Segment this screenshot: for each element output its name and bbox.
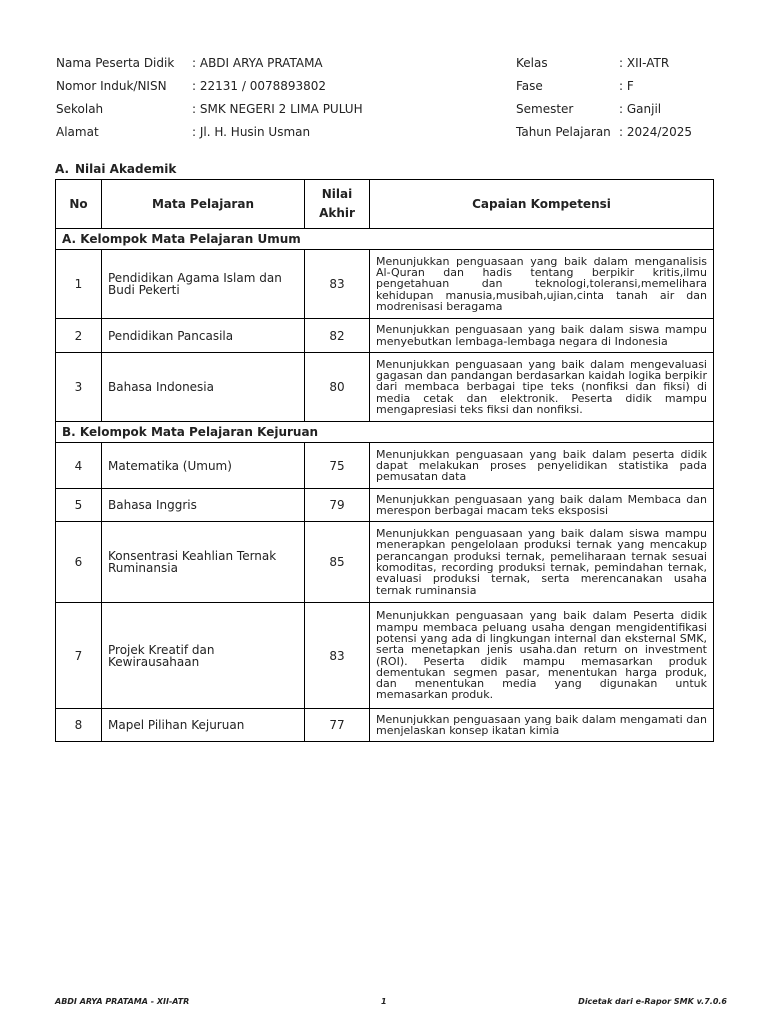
- school-value: : SMK NEGERI 2 LIMA PULUH: [192, 102, 363, 116]
- row-competence: Menunjukkan penguasaan yang baik dalam mengamati dan menjelaskan konsep ikatan kimia: [370, 709, 714, 742]
- table-header-row: [56, 180, 714, 229]
- info-row: [56, 76, 716, 99]
- row-score: 79: [305, 489, 370, 522]
- group-title: B. Kelompok Mata Pelajaran Kejuruan: [56, 422, 714, 443]
- semester-label: Semester: [516, 102, 574, 116]
- row-competence: Menunjukkan penguasaan yang baik dalam Membaca dan merespon berbagai macam teks eksposisi: [370, 489, 714, 522]
- row-score: 82: [305, 319, 370, 353]
- row-competence: Menunjukkan penguasaan yang baik dalam siswa mampu menerapkan pengelolaan produksi ternak yang mencakup perancangan produksi ternak, pemeliharaan ternak sesuai komoditas, recording produksi ternak, pemindahan ternak, evaluasi produksi ternak, serta merencanakan usaha ternak ruminansia: [370, 522, 714, 603]
- header-score-line1: Nilai: [321, 187, 353, 201]
- semester-value: : Ganjil: [619, 102, 662, 116]
- row-subject: Konsentrasi Keahlian Ternak Ruminansia: [102, 522, 305, 603]
- section-letter: A.: [55, 162, 70, 176]
- row-score: 85: [305, 522, 370, 603]
- row-no: 1: [56, 250, 102, 319]
- row-score: 77: [305, 709, 370, 742]
- nisn-label: Nomor Induk/NISN: [56, 79, 167, 93]
- footer-student: ABDI ARYA PRATAMA - XII-ATR: [55, 997, 190, 1006]
- row-score: 80: [305, 353, 370, 422]
- row-no: 8: [56, 709, 102, 742]
- row-no: 5: [56, 489, 102, 522]
- row-score: 83: [305, 250, 370, 319]
- table-row: [56, 489, 714, 522]
- row-no: 3: [56, 353, 102, 422]
- header-score: [305, 180, 370, 229]
- group-title: A. Kelompok Mata Pelajaran Umum: [56, 229, 714, 250]
- row-score: 75: [305, 443, 370, 489]
- row-no: 4: [56, 443, 102, 489]
- row-competence: Menunjukkan penguasaan yang baik dalam Peserta didik mampu membaca peluang usaha dengan mengidentifikasi potensi yang ada di lingkungan internal dan eksternal SMK, serta menetapkan jenis usaha.dan return on investment (ROI). Peserta didik mampu memasarkan produk dementukan segmen pasar, menentukan harga produk, dan menentukan media yang digunakan untuk memasarkan produk.: [370, 603, 714, 709]
- table-row: [56, 443, 714, 489]
- address-value: : Jl. H. Husin Usman: [192, 125, 311, 139]
- table-row: [56, 353, 714, 422]
- academic-year-value: : 2024/2025: [619, 125, 692, 139]
- row-subject: Pendidikan Pancasila: [102, 319, 305, 353]
- row-subject: Mapel Pilihan Kejuruan: [102, 709, 305, 742]
- header-subject: Mata Pelajaran: [102, 180, 305, 229]
- row-no: 7: [56, 603, 102, 709]
- group-row: [56, 422, 714, 443]
- row-competence: Menunjukkan penguasaan yang baik dalam menganalisis Al-Quran dan hadis tentang berpikir kritis,ilmu pengetahuan dan teknologi,toleransi,memelihara kehidupan manusia,musibah,ujian,cinta tanah air dan modrenisasi beragama: [370, 250, 714, 319]
- row-score: 83: [305, 603, 370, 709]
- section-title: [55, 162, 176, 176]
- row-no: 6: [56, 522, 102, 603]
- row-subject: Pendidikan Agama Islam dan Budi Pekerti: [102, 250, 305, 319]
- header-no: No: [56, 180, 102, 229]
- academic-year-label: Tahun Pelajaran: [516, 125, 611, 139]
- row-competence: Menunjukkan penguasaan yang baik dalam siswa mampu menyebutkan lembaga-lembaga negara di Indonesia: [370, 319, 714, 353]
- row-subject: Projek Kreatif dan Kewirausahaan: [102, 603, 305, 709]
- footer-page-number: 1: [381, 997, 387, 1006]
- class-value: : XII-ATR: [619, 56, 670, 70]
- nisn-value: : 22131 / 0078893802: [192, 79, 327, 93]
- phase-label: Fase: [516, 79, 543, 93]
- row-subject: Bahasa Inggris: [102, 489, 305, 522]
- info-row: [56, 99, 716, 122]
- info-row: [56, 53, 716, 76]
- page-footer: [55, 997, 727, 1011]
- table-row: [56, 250, 714, 319]
- row-competence: Menunjukkan penguasaan yang baik dalam peserta didik dapat melakukan proses penyelidikan statistika pada pemusatan data: [370, 443, 714, 489]
- info-row: [56, 122, 716, 145]
- class-label: Kelas: [516, 56, 548, 70]
- row-subject: Bahasa Indonesia: [102, 353, 305, 422]
- grades-table: [55, 179, 714, 742]
- phase-value: : F: [619, 79, 634, 93]
- row-no: 2: [56, 319, 102, 353]
- group-row: [56, 229, 714, 250]
- table-row: [56, 709, 714, 742]
- header-score-line2: Akhir: [319, 206, 355, 220]
- student-name-label: Nama Peserta Didik: [56, 56, 175, 70]
- table-row: [56, 603, 714, 709]
- student-info: [56, 53, 716, 145]
- address-label: Alamat: [56, 125, 99, 139]
- footer-printed-by: Dicetak dari e-Rapor SMK v.7.0.6: [578, 997, 727, 1006]
- header-competence: Capaian Kompetensi: [370, 180, 714, 229]
- row-competence: Menunjukkan penguasaan yang baik dalam mengevaluasi gagasan dan pandangan berdasarkan kaidah logika berpikir dari membaca berbagai tipe teks (nonfiksi dan fiksi) di media cetak dan elektronik. Peserta didik mampu mengapresiasi teks fiksi dan nonfiksi.: [370, 353, 714, 422]
- table-row: [56, 522, 714, 603]
- section-title-text: Nilai Akademik: [75, 162, 177, 176]
- student-name-value: : ABDI ARYA PRATAMA: [192, 56, 323, 70]
- school-label: Sekolah: [56, 102, 104, 116]
- row-subject: Matematika (Umum): [102, 443, 305, 489]
- table-row: [56, 319, 714, 353]
